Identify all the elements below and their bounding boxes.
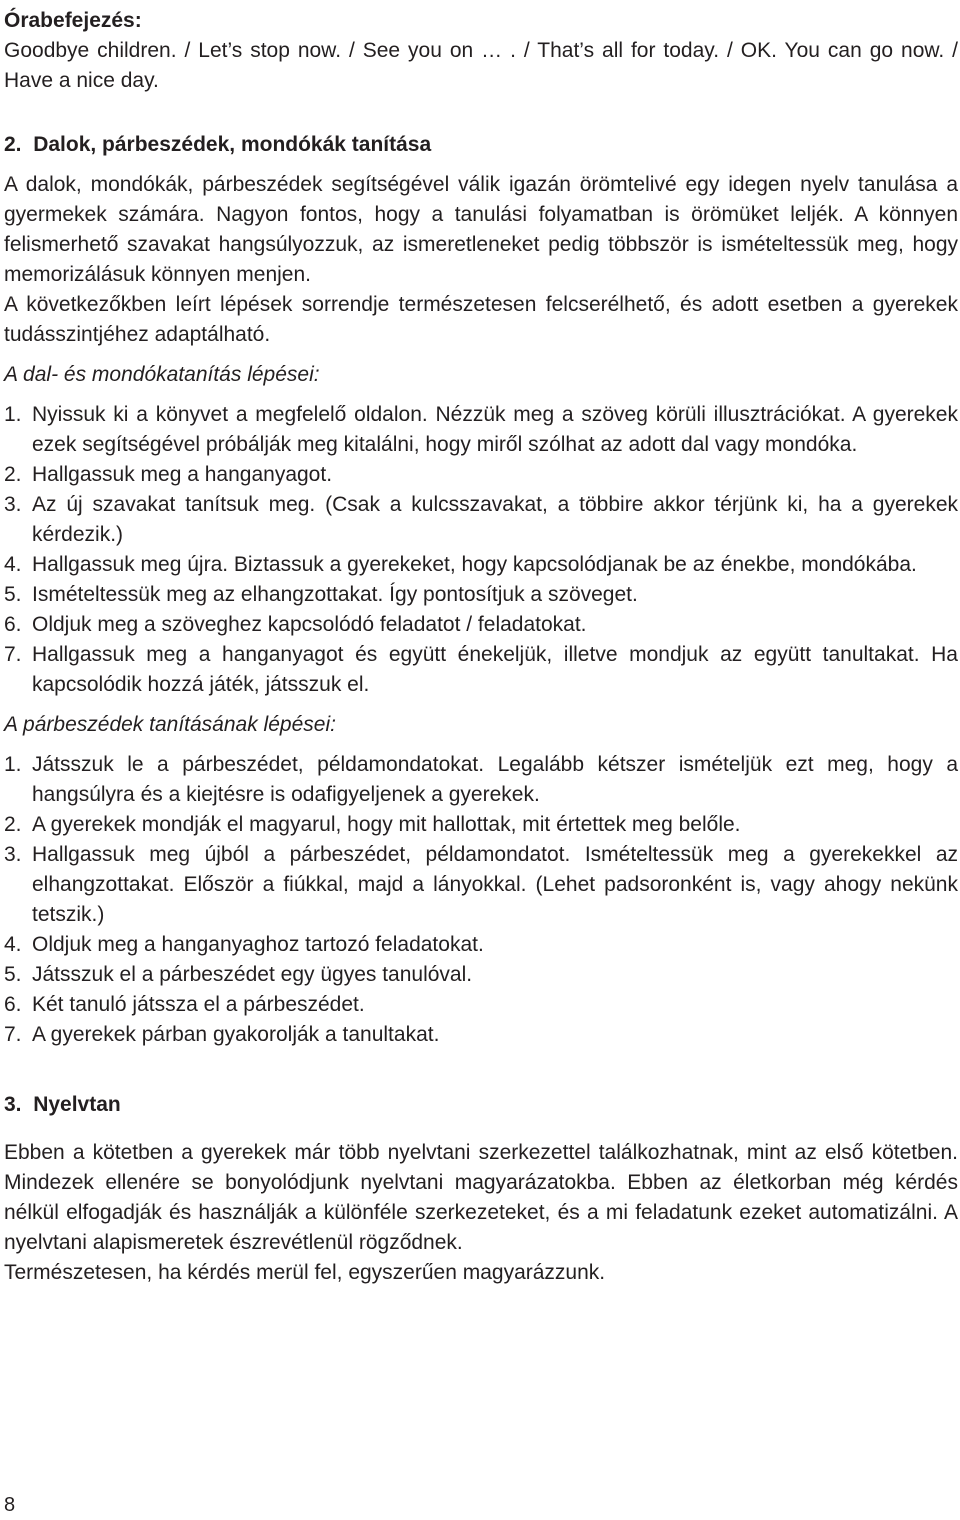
list-item-text: Oldjuk meg a hanganyaghoz tartozó feladatokat. — [32, 933, 484, 956]
list-item-number: 2. — [4, 463, 22, 486]
list-item — [4, 460, 958, 490]
list-item-text: Játsszuk el a párbeszédet egy ügyes tanulóval. — [32, 963, 473, 986]
list-item-number: 4. — [4, 553, 22, 576]
list-item-text: Játsszuk le a párbeszédet, példamondatokat. Legalább kétszer ismételjük ezt meg, hogy a hangsúlyra és a kiejtésre is odafigyeljenek a gyerekek. — [32, 753, 958, 806]
list-item-text: Két tanuló játssza el a párbeszédet. — [32, 993, 365, 1016]
list-item-number: 6. — [4, 613, 22, 636]
list-item-text: A gyerekek mondják el magyarul, hogy mit hallottak, mit értettek meg belőle. — [32, 813, 741, 836]
list-item — [4, 930, 958, 960]
list-item-text: Hallgassuk meg újra. Biztassuk a gyerekeket, hogy kapcsolódjanak be az énekbe, mondókába. — [32, 553, 917, 576]
list-item — [4, 580, 958, 610]
list-item — [4, 490, 958, 550]
list-item — [4, 960, 958, 990]
list-item-text: Hallgassuk meg a hanganyagot. — [32, 463, 333, 486]
list-item-text: Ismételtessük meg az elhangzottakat. Így pontosítjuk a szöveget. — [32, 583, 638, 606]
list-item-number: 5. — [4, 963, 22, 986]
list-item-text: A gyerekek párban gyakorolják a tanultakat. — [32, 1023, 440, 1046]
section-2-title: Dalok, párbeszédek, mondókák tanítása — [33, 133, 432, 156]
dialog-steps-heading: A párbeszédek tanításának lépései: — [4, 713, 336, 736]
list-item-number: 3. — [4, 493, 22, 516]
list-item — [4, 810, 958, 840]
list-item — [4, 1020, 958, 1050]
list-item-text: Hallgassuk meg újból a párbeszédet, példamondatot. Ismételtessük meg a gyerekekkel az elhangzottakat. Először a fiúkkal, majd a lányokkal. (Lehet padsoronként is, vagy ahogy nekünk tetszik.) — [32, 843, 958, 926]
list-item-number: 5. — [4, 583, 22, 606]
section-3-title: Nyelvtan — [33, 1093, 121, 1116]
list-item — [4, 550, 958, 580]
list-item-text: Az új szavakat tanítsuk meg. (Csak a kulcsszavakat, a többire akkor térjünk ki, ha a gyerekek kérdezik.) — [32, 493, 958, 546]
list-item — [4, 990, 958, 1020]
section-2-number: 2. — [4, 133, 22, 156]
section-2-order-note: A következőkben leírt lépések sorrendje természetesen felcserélhető, és adott esetben a gyerekek tudásszintjéhez adaptálható. — [4, 293, 958, 346]
list-item-text: Oldjuk meg a szöveghez kapcsolódó feladatot / feladatokat. — [32, 613, 587, 636]
section-2-intro: A dalok, mondókák, párbeszédek segítségével válik igazán örömtelivé egy idegen nyelv tanulása a gyermekek számára. Nagyon fontos, hogy a tanulási folyamatban is örömüket leljék. A könnyen felismerhető szavakat hangsúlyozzuk, az ismeretleneket pedig többször is ismételtessük meg, hogy memorizálásuk könnyen menjen. — [4, 173, 958, 286]
section-3-number: 3. — [4, 1093, 22, 1116]
list-item — [4, 840, 958, 930]
list-item — [4, 750, 958, 810]
section-3-heading — [4, 1090, 958, 1120]
list-item — [4, 640, 958, 700]
list-item-number: 3. — [4, 843, 22, 866]
closing-heading: Órabefejezés: — [4, 9, 142, 32]
songs-steps-heading: A dal- és mondókatanítás lépései: — [4, 363, 320, 386]
dialog-steps-list — [4, 750, 958, 1050]
list-item — [4, 400, 958, 460]
list-item-number: 7. — [4, 1023, 22, 1046]
closing-text: Goodbye children. / Let’s stop now. / See you on … . / That’s all for today. / OK. You can go now. / Have a nice day. — [4, 39, 958, 92]
section-3-paragraph: Ebben a kötetben a gyerekek már több nyelvtani szerkezettel találkozhatnak, mint az első kötetben. Mindezek ellenére se bonyolódjunk nyelvtani magyarázatokba. Ebben az életkorban még kérdés nélkül elfogadják és használják a különféle szerkezeteket, és a mi feladatunk ezeket automatizálni. A nyelvtani alapismeretek észrevétlenül rögződnek. — [4, 1141, 958, 1254]
page-number: 8 — [4, 1494, 16, 1516]
list-item-number: 6. — [4, 993, 22, 1016]
section-3-closing-line: Természetesen, ha kérdés merül fel, egyszerűen magyarázzunk. — [4, 1261, 606, 1284]
list-item-number: 7. — [4, 643, 22, 666]
list-item-number: 4. — [4, 933, 22, 956]
list-item — [4, 610, 958, 640]
document-page — [4, 6, 958, 1288]
list-item-number: 2. — [4, 813, 22, 836]
list-item-text: Nyissuk ki a könyvet a megfelelő oldalon. Nézzük meg a szöveg körüli illusztrációkat. A gyerekek ezek segítségével próbálják meg kitalálni, hogy miről szólhat az adott dal vagy mondóka. — [32, 403, 958, 456]
section-2-heading — [4, 130, 958, 160]
list-item-number: 1. — [4, 403, 22, 426]
songs-steps-list — [4, 400, 958, 700]
list-item-text: Hallgassuk meg a hanganyagot és együtt énekeljük, illetve mondjuk az együtt tanultakat. Ha kapcsolódik hozzá játék, játsszuk el. — [32, 643, 958, 696]
list-item-number: 1. — [4, 753, 22, 776]
